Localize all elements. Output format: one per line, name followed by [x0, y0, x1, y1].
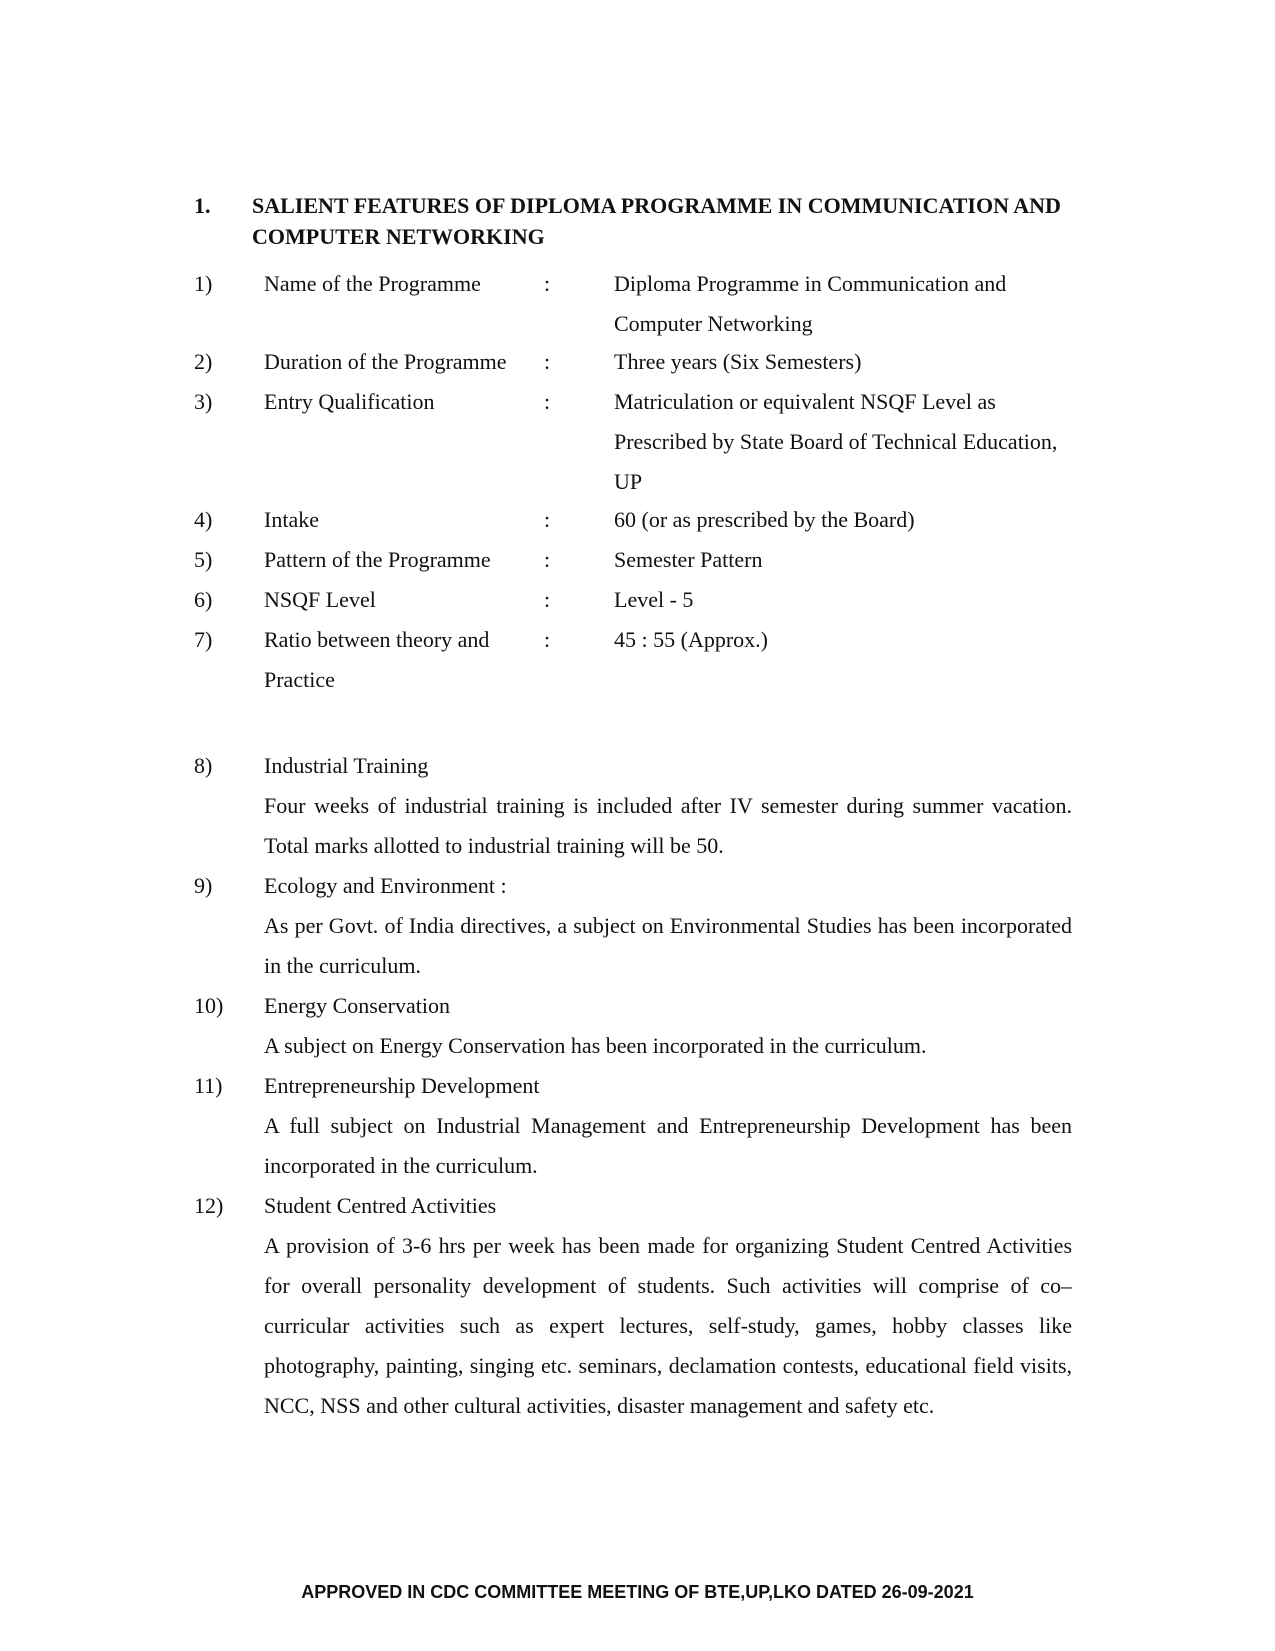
heading-number: 1.	[194, 193, 211, 218]
feature-number: 3)	[194, 389, 213, 414]
section-body: A subject on Energy Conservation has been incorporated in the curriculum.	[264, 1033, 927, 1058]
feature-colon: :	[544, 587, 551, 612]
feature-colon: :	[544, 547, 551, 572]
feature-number: 5)	[194, 547, 213, 572]
section-number: 9)	[194, 873, 213, 898]
feature-label: Intake	[264, 507, 319, 532]
feature-number: 7)	[194, 627, 213, 652]
section-title: Energy Conservation	[264, 993, 450, 1018]
section-number: 11)	[194, 1073, 223, 1098]
feature-value: 45 : 55 (Approx.)	[614, 627, 768, 652]
feature-value: 60 (or as prescribed by the Board)	[614, 507, 915, 532]
feature-label: Ratio between theory and Practice	[264, 627, 490, 692]
feature-colon: :	[544, 271, 551, 296]
feature-colon: :	[544, 389, 551, 414]
feature-value: Semester Pattern	[614, 547, 763, 572]
feature-colon: :	[544, 627, 551, 652]
feature-label: Entry Qualification	[264, 389, 435, 414]
feature-label: NSQF Level	[264, 587, 376, 612]
feature-number: 2)	[194, 349, 213, 374]
section-title: Ecology and Environment :	[264, 873, 507, 898]
feature-colon: :	[544, 349, 551, 374]
feature-value: Matriculation or equivalent NSQF Level as Prescribed by State Board of Technical Education, UP	[614, 389, 1058, 494]
section-body: As per Govt. of India directives, a subject on Environmental Studies has been incorporated in the curriculum.	[264, 913, 1072, 978]
section-body: A full subject on Industrial Management and Entrepreneurship Development has been incorporated in the curriculum.	[264, 1113, 1072, 1178]
feature-value: Three years (Six Semesters)	[614, 349, 862, 374]
section-title: Entrepreneurship Development	[264, 1073, 540, 1098]
feature-colon: :	[544, 507, 551, 532]
feature-value: Diploma Programme in Communication and Computer Networking	[614, 271, 1007, 336]
feature-number: 4)	[194, 507, 213, 532]
approval-footer: APPROVED IN CDC COMMITTEE MEETING OF BTE,UP,LKO DATED 26-09-2021	[301, 1582, 974, 1602]
feature-label: Name of the Programme	[264, 271, 481, 296]
heading-title: SALIENT FEATURES OF DIPLOMA PROGRAMME IN COMMUNICATION AND COMPUTER NETWORKING	[252, 193, 1061, 249]
section-body: Four weeks of industrial training is included after IV semester during summer vacation. Total marks allotted to industrial training will be 50.	[264, 793, 1072, 858]
feature-number: 1)	[194, 271, 213, 296]
feature-value: Level - 5	[614, 587, 694, 612]
feature-number: 6)	[194, 587, 213, 612]
section-title: Industrial Training	[264, 753, 429, 778]
section-number: 8)	[194, 753, 213, 778]
section-body: A provision of 3-6 hrs per week has been made for organizing Student Centred Activities for overall personality development of students. Such activities will comprise of co–curricular activities such as expert lectures, self-study, games, hobby classes like photography, painting, singing etc. seminars, declamation contests, educational field visits, NCC, NSS and other cultural activities, disaster management and safety etc.	[264, 1233, 1072, 1418]
section-number: 10)	[194, 993, 224, 1018]
feature-label: Duration of the Programme	[264, 349, 507, 374]
feature-label: Pattern of the Programme	[264, 547, 491, 572]
section-number: 12)	[194, 1193, 224, 1218]
section-title: Student Centred Activities	[264, 1193, 497, 1218]
